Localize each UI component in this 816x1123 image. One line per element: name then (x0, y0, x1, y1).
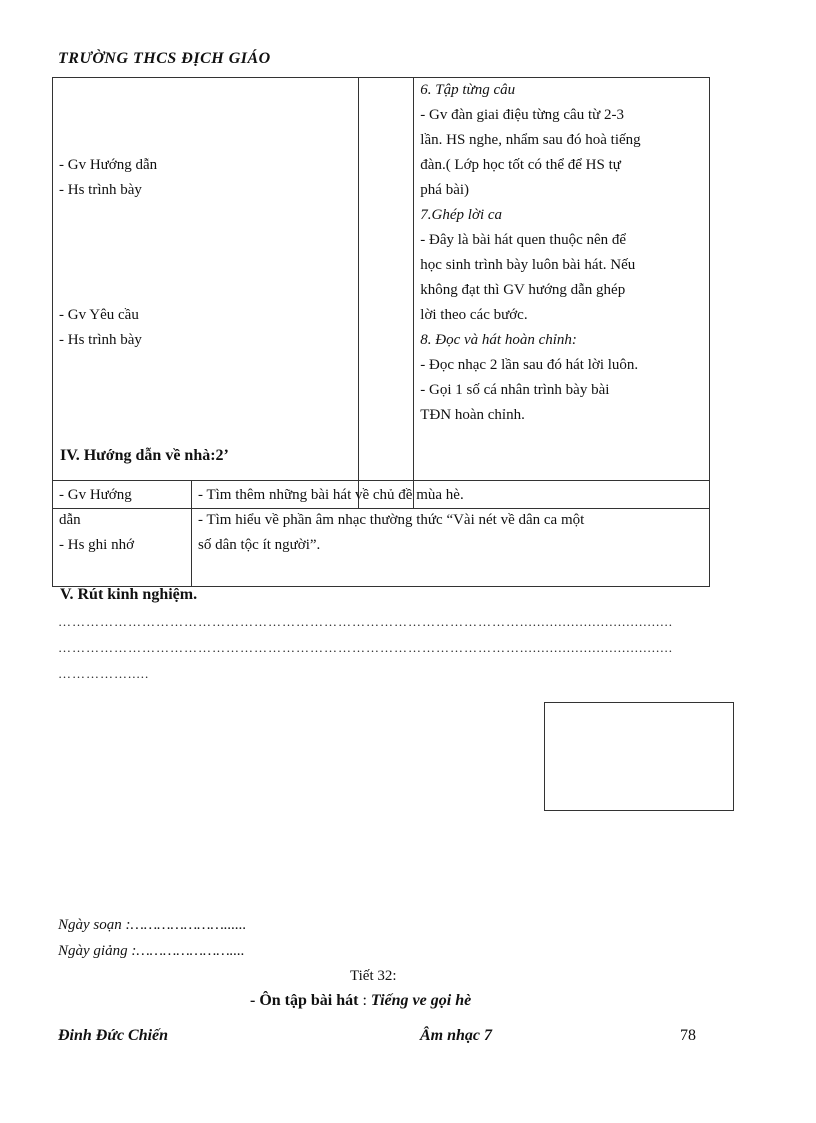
text-line: 6. Tập từng câu (420, 82, 516, 98)
text-line: - Tìm hiểu về phần âm nhạc thường thức “Vài nét về dân ca một (198, 512, 585, 528)
text-line: - Đây là bài hát quen thuộc nên để (420, 232, 627, 248)
text-line: phá bài) (420, 182, 470, 198)
dotted-line-1: ……………………………………………………………………………………….................................... (58, 614, 673, 629)
lesson-title-separator: : (358, 992, 371, 1009)
homework-roles (59, 483, 187, 558)
ngay-soan: Ngày soạn :…………………...... (58, 917, 247, 933)
text-line: - Hs trình bày (59, 332, 142, 348)
text-line: - Hs ghi nhớ (59, 537, 135, 553)
text-line (59, 253, 358, 278)
homework-content (198, 483, 699, 558)
text-line: TĐN hoàn chỉnh. (420, 407, 525, 423)
text-line: 7.Ghép lời ca (420, 207, 503, 223)
text-line: - Gv Hướng (59, 487, 132, 503)
school-header: TRƯỜNG THCS ĐỊCH GIÁO (58, 50, 271, 67)
left-lines (59, 153, 358, 353)
dotted-line-2: ……………………………………………………………………………………….................................... (58, 640, 673, 655)
song-title: Tiếng ve gọi hè (370, 992, 472, 1009)
text-line: đàn.( Lớp học tốt có thể để HS tự (420, 157, 621, 173)
text-line: số dân tộc ít người”. (198, 537, 321, 553)
footer-author: Đinh Đức Chiến (58, 1027, 169, 1044)
text-line: - Hs trình bày (59, 182, 142, 198)
text-line (59, 278, 358, 303)
dotted-line-3: ……………..... (58, 666, 150, 681)
ngay-giang: Ngày giảng :………………….... (58, 943, 245, 959)
text-line: 8. Đọc và hát hoàn chỉnh: (420, 332, 577, 348)
section-5-title: V. Rút kinh nghiệm. (60, 586, 198, 603)
homework-roles-cell (53, 481, 192, 587)
text-line (59, 228, 358, 253)
page-number: 78 (680, 1027, 696, 1044)
text-line: - Gv đàn giai điệu từng câu từ 2-3 (420, 107, 624, 123)
text-line: - Gv Yêu cầu (59, 307, 139, 323)
footer-subject: Âm nhạc 7 (420, 1027, 493, 1044)
lesson-title-prefix: - Ôn tập bài hát (250, 992, 359, 1009)
homework-content-cell (192, 481, 710, 587)
content-column (414, 78, 710, 509)
text-line: lời theo các bước. (420, 307, 528, 323)
homework-table (52, 480, 710, 587)
lesson-number: Tiết 32: (350, 968, 397, 984)
lesson-title (250, 992, 471, 1010)
text-line: - Đọc nhạc 2 lần sau đó hát lời luôn. (420, 357, 639, 373)
text-line: không đạt thì GV hướng dẫn ghép (420, 282, 626, 298)
right-lines (414, 78, 709, 428)
text-line: - Gv Hướng dẫn (59, 157, 158, 173)
section-4-title: IV. Hướng dẫn về nhà:2’ (60, 447, 229, 464)
empty-box (544, 702, 734, 811)
activity-table (52, 77, 710, 509)
teacher-student-column (53, 78, 359, 509)
text-line (59, 203, 358, 228)
text-line: - Gọi 1 số cá nhân trình bày bài (420, 382, 610, 398)
text-line: lần. HS nghe, nhẩm sau đó hoà tiếng (420, 132, 641, 148)
text-line: học sinh trình bày luôn bài hát. Nếu (420, 257, 636, 273)
text-line: dẫn (59, 512, 81, 528)
time-column (358, 78, 414, 509)
text-line: - Tìm thêm những bài hát về chủ đề mùa hè. (198, 487, 464, 503)
